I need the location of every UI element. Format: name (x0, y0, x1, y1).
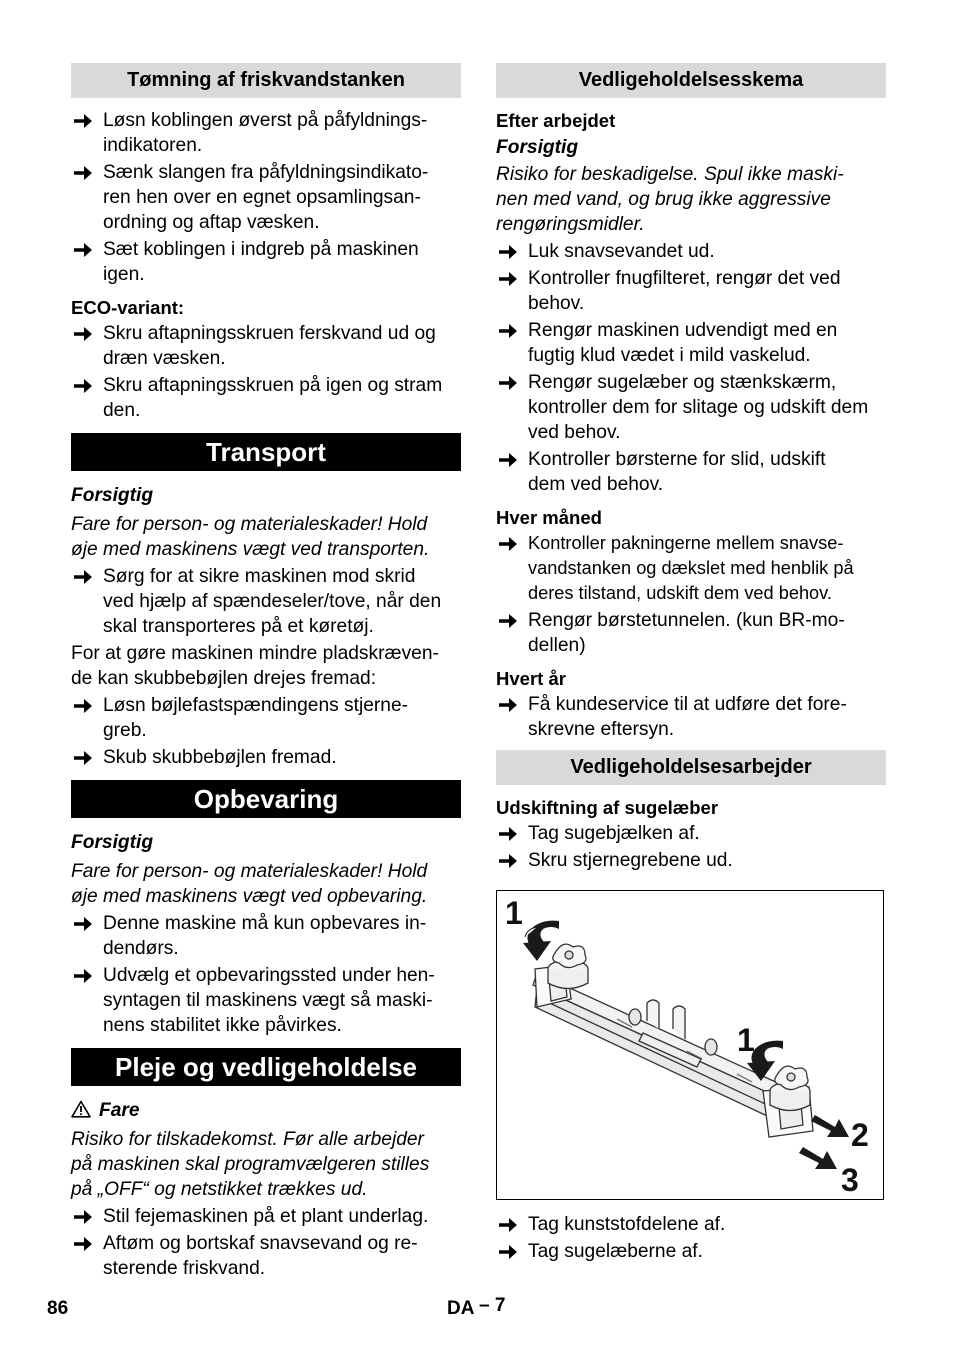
list-item (496, 1212, 886, 1237)
footer-language-page (447, 1295, 506, 1320)
monthly-heading: Hver måned (496, 507, 602, 528)
arrow-right-icon (73, 108, 95, 133)
arrow-right-icon (498, 266, 520, 291)
list-item-text: Kontroller fnugfilteret, rengør det ved behov. (528, 268, 841, 314)
arrow-right-icon (498, 608, 520, 633)
list-item (71, 1231, 461, 1281)
arrow-right-icon (73, 911, 95, 936)
paragraph: For at gøre maskinen mindre pladskræven- de kan skubbebøjlen drejes fremad: (71, 643, 439, 689)
caution-text: Fare for person- og materialeskader! Hold øje med maskinens vægt ved opbevaring. (71, 861, 428, 907)
list-item-text: Sørg for at sikre maskinen mod skrid ved hjælp af spændeseler/tove, når den skal transporteres på et køretøj. (103, 566, 442, 637)
lip-replacement-heading: Udskiftning af sugelæber (496, 797, 719, 818)
suction-bar-drawing (497, 891, 883, 1199)
arrow-right-icon (73, 745, 95, 770)
list-item (71, 373, 461, 423)
arrow-right-icon (498, 1212, 520, 1237)
danger-text: Risiko for tilskadekomst. Før alle arbejder på maskinen skal programvælgeren stilles på „OFF“ og netstikket trækkes ud. (71, 1129, 430, 1200)
list-item-text: Rengør børstetunnelen. (kun BR-mo- dellen) (528, 610, 845, 656)
list-item-text: Løsn bøjlefastspændingens stjerne- greb. (103, 695, 409, 741)
list-item-text: Aftøm og bortskaf snavsevand og re- sterende friskvand. (103, 1233, 418, 1279)
arrow-right-icon (73, 963, 95, 988)
caution-heading: Forsigtig (71, 485, 154, 506)
arrow-right-icon (498, 848, 520, 873)
list-item (71, 321, 461, 371)
danger-label: Fare (99, 1100, 140, 1121)
arrow-right-icon (73, 564, 95, 589)
section-header-drain-tank: Tømning af friskvandstanken (71, 63, 461, 98)
list-item-text: Kontroller børsterne for slid, udskift dem ved behov. (528, 449, 826, 495)
left-column (71, 63, 461, 1283)
list-item-text: Luk snavsevandet ud. (528, 241, 715, 262)
list-item (71, 160, 461, 235)
list-item-text: Skub skubbebøjlen fremad. (103, 747, 337, 768)
section-title-care: Pleje og vedligeholdelse (71, 1048, 461, 1086)
list-item (71, 963, 461, 1038)
list-item-text: Få kundeservice til at udføre det fore- skrevne eftersyn. (528, 694, 847, 740)
arrow-right-icon (73, 693, 95, 718)
arrow-right-icon (498, 531, 520, 556)
list-item (496, 447, 886, 497)
list-item-text: Sænk slangen fra påfyldningsindikato- ren hen over en egnet opsamlingsan- ordning og aftap væsken. (103, 162, 429, 233)
footer-language: DA (447, 1298, 474, 1319)
arrow-right-icon (73, 160, 95, 185)
arrow-right-icon (73, 1204, 95, 1229)
list-item-text: Skru stjernegrebene ud. (528, 850, 733, 871)
list-item-text: Rengør maskinen udvendigt med en fugtig klud vædet i mild vaskelud. (528, 320, 838, 366)
list-item (496, 370, 886, 445)
list-item-text: Sæt koblingen i indgreb på maskinen igen. (103, 239, 419, 285)
warning-triangle-icon (71, 1100, 91, 1118)
list-item (496, 266, 886, 316)
list-item-text: Skru aftapningsskruen på igen og stram den. (103, 375, 443, 421)
list-item (71, 745, 461, 770)
list-item (71, 108, 461, 158)
caution-heading: Forsigtig (71, 832, 154, 853)
danger-heading (71, 1098, 461, 1123)
list-item (71, 693, 461, 743)
figure-label-3: 3 (841, 1162, 859, 1198)
list-item (496, 821, 886, 846)
section-header-maintenance-work: Vedligeholdelsesarbejder (496, 750, 886, 785)
arrow-right-icon (498, 447, 520, 472)
list-item-text: Denne maskine må kun opbevares in- dendørs. (103, 913, 427, 959)
arrow-right-icon (498, 1239, 520, 1264)
yearly-heading: Hvert år (496, 668, 566, 689)
list-item (496, 692, 886, 742)
list-item (496, 531, 886, 606)
caution-heading: Forsigtig (496, 137, 579, 158)
suction-bar-illustration (496, 890, 884, 1200)
arrow-right-icon (73, 1231, 95, 1256)
list-item (496, 848, 886, 873)
section-title-storage: Opbevaring (71, 780, 461, 818)
list-item (496, 318, 886, 368)
eco-heading: ECO-variant: (71, 297, 185, 318)
section-header-schedule: Vedligeholdelsesskema (496, 63, 886, 98)
arrow-right-icon (498, 692, 520, 717)
list-item-text: Udvælg et opbevaringssted under hen- syntagen til maskinens vægt så maski- nens stabilitet ikke påvirkes. (103, 965, 435, 1036)
after-work-heading: Efter arbejdet (496, 110, 616, 131)
list-item-text: Stil fejemaskinen på et plant underlag. (103, 1206, 429, 1227)
list-item (71, 564, 461, 639)
list-item (496, 239, 886, 264)
arrow-right-icon (498, 821, 520, 846)
list-item-text: Tag kunststofdelene af. (528, 1214, 726, 1235)
page-number: 86 (47, 1298, 69, 1319)
list-item (71, 237, 461, 287)
list-item-text: Tag sugebjælken af. (528, 823, 700, 844)
right-column (496, 63, 886, 1266)
arrow-right-icon (73, 321, 95, 346)
arrow-right-icon (498, 370, 520, 395)
list-item-text: Løsn koblingen øverst på påfyldnings- indikatoren. (103, 110, 428, 156)
list-item (496, 608, 886, 658)
list-item-text: Rengør sugelæber og stænkskærm, kontroller dem for slitage og udskift dem ved behov. (528, 372, 869, 443)
caution-text: Fare for person- og materialeskader! Hold øje med maskinens vægt ved transporten. (71, 514, 430, 560)
list-item-text: Kontroller pakningerne mellem snavse- vandstanken og dækslet med henblik på deres tilstand, udskift dem ved behov. (528, 533, 854, 603)
list-item-text: Skru aftapningsskruen ferskvand ud og dræn væsken. (103, 323, 436, 369)
arrow-right-icon (73, 237, 95, 262)
arrow-right-icon (498, 239, 520, 264)
caution-text: Risiko for beskadigelse. Spul ikke maski- nen med vand, og brug ikke aggressive rengøringsmidler. (496, 164, 844, 235)
figure-label-1a: 1 (505, 895, 523, 931)
footer-page-index: – 7 (479, 1295, 506, 1316)
list-item-text: Tag sugelæberne af. (528, 1241, 703, 1262)
figure-label-2: 2 (851, 1117, 869, 1153)
arrow-right-icon (498, 318, 520, 343)
list-item (496, 1239, 886, 1264)
list-item (71, 1204, 461, 1229)
arrow-right-icon (73, 373, 95, 398)
list-item (71, 911, 461, 961)
section-title-transport: Transport (71, 433, 461, 471)
figure-label-1b: 1 (737, 1022, 755, 1058)
